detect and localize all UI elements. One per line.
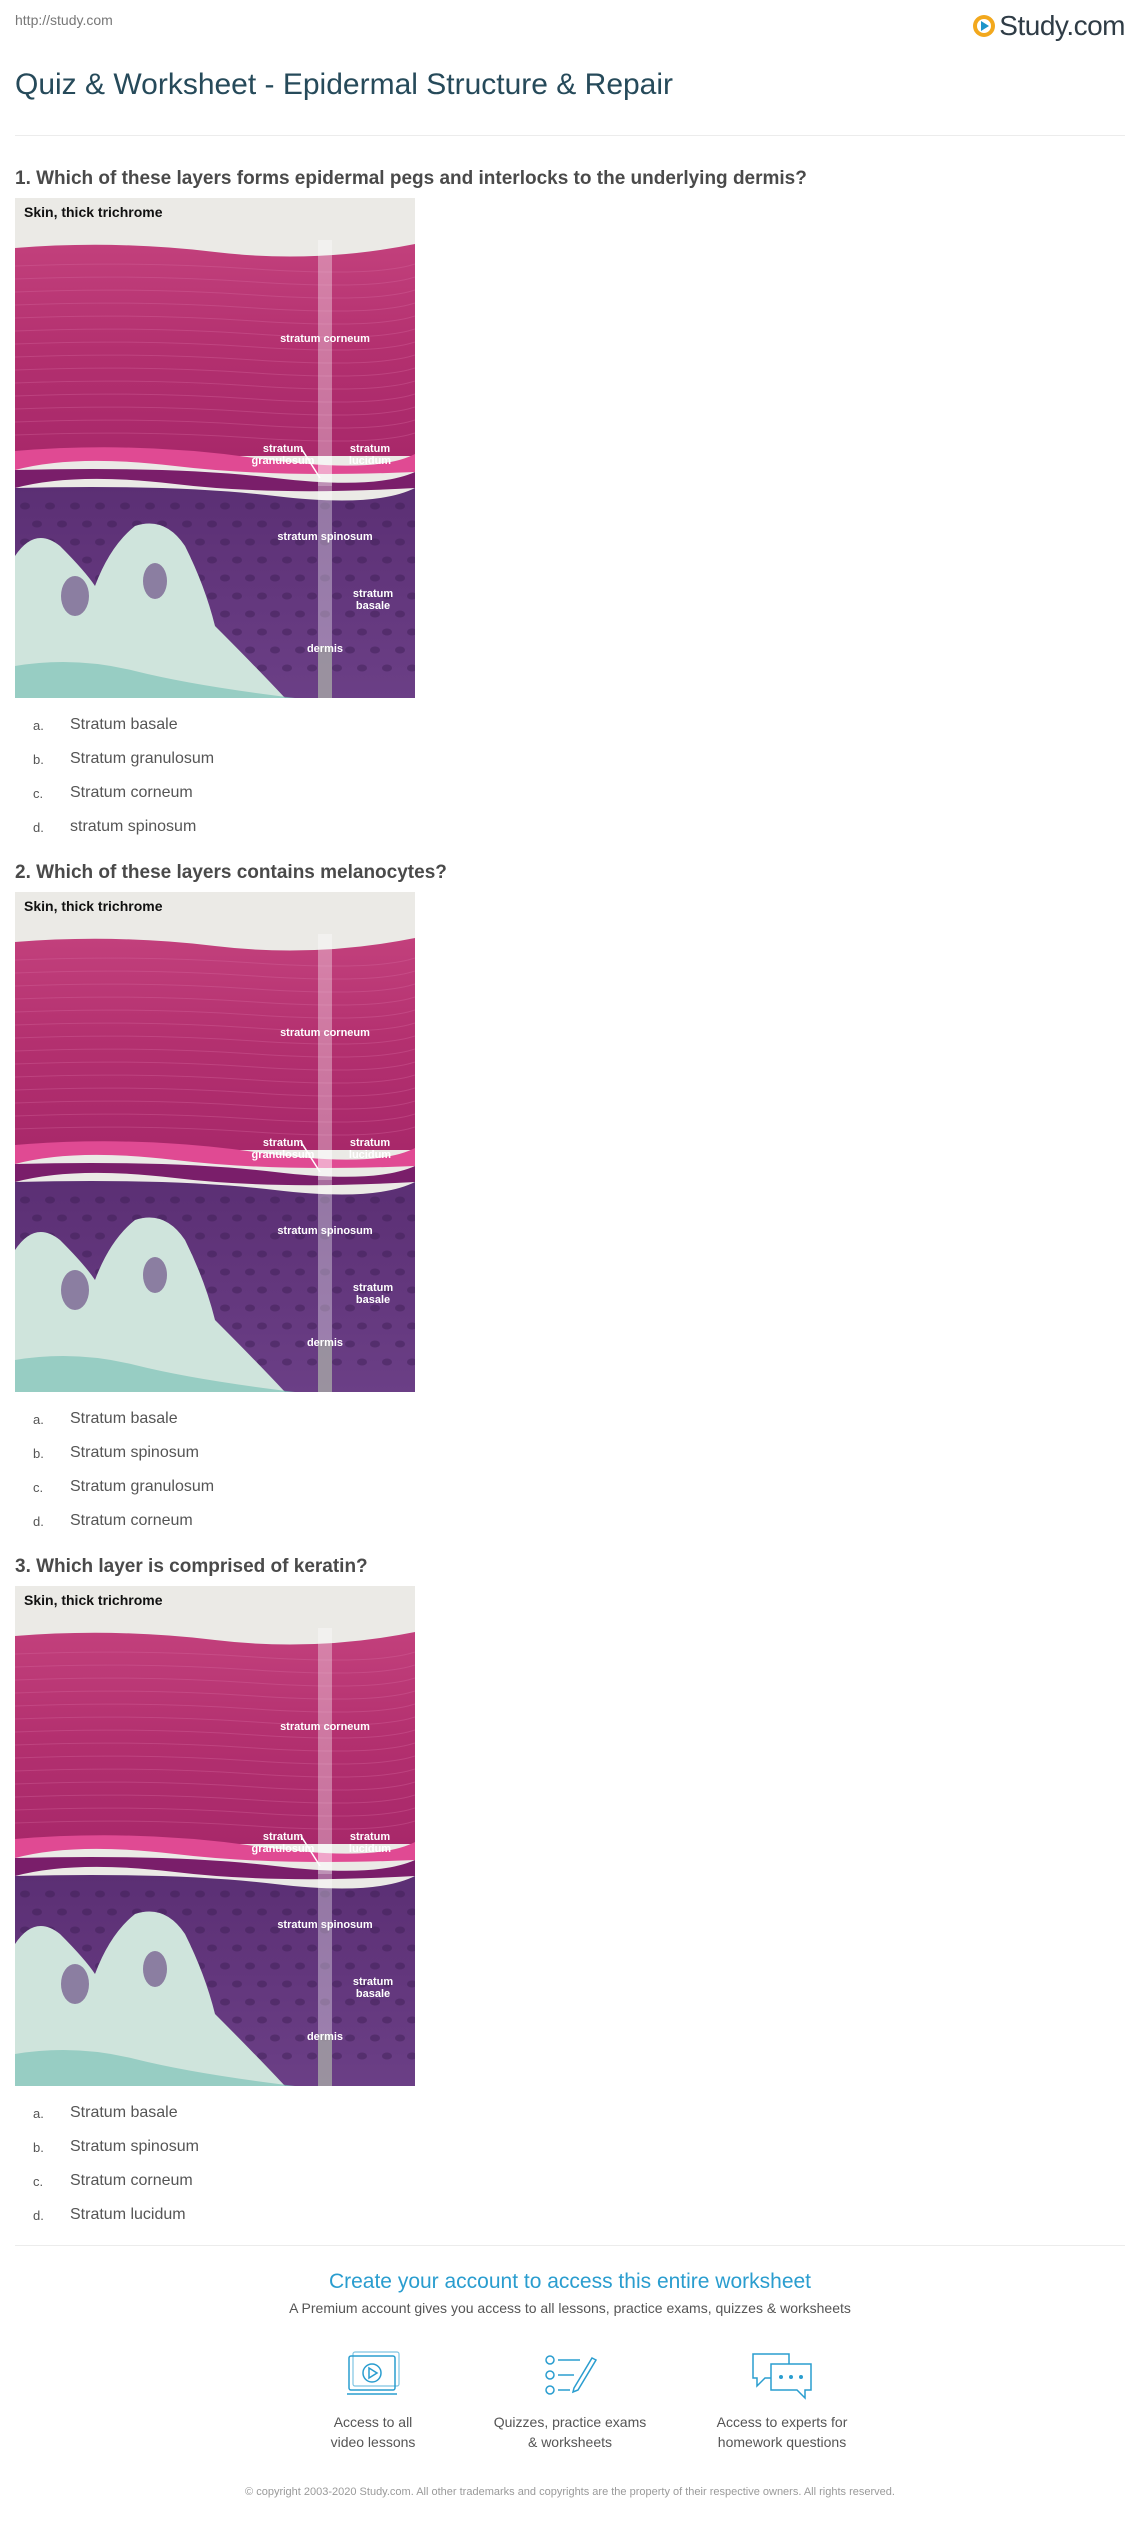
answer-letter: b. xyxy=(33,1445,44,1461)
answer-letter: d. xyxy=(33,1513,44,1529)
label-stratum-granulosum: stratum xyxy=(262,443,304,455)
answer-text: Stratum corneum xyxy=(70,1512,193,1529)
label-dermis: dermis xyxy=(306,1337,344,1349)
label-stratum-corneum: stratum corneum xyxy=(280,1027,370,1039)
answer-option[interactable] xyxy=(15,742,1125,776)
divider xyxy=(15,135,1125,136)
question-3 xyxy=(15,1556,1125,2232)
divider xyxy=(15,2245,1125,2246)
question-figure xyxy=(15,1586,415,2086)
label-stratum-granulosum: stratum xyxy=(262,1137,304,1149)
answer-option[interactable] xyxy=(15,2130,1125,2164)
label-stratum-lucidum: stratum xyxy=(349,443,391,455)
answer-text: Stratum granulosum xyxy=(70,750,215,767)
answer-option[interactable] xyxy=(15,2164,1125,2198)
label-stratum-lucidum: stratum xyxy=(349,1831,391,1843)
answer-letter: c. xyxy=(33,2173,44,2189)
label-stratum-spinosum: stratum spinosum xyxy=(277,1919,373,1931)
quiz-checklist-icon xyxy=(540,2350,600,2402)
feature-label: Quizzes, practice exams & worksheets xyxy=(493,2414,647,2450)
label-stratum-corneum: stratum corneum xyxy=(280,333,370,345)
tissue-micrograph xyxy=(15,226,415,698)
label-stratum-lucidum: lucidum xyxy=(348,1149,392,1161)
answer-letter: b. xyxy=(33,751,44,767)
cta-section xyxy=(0,2270,1140,2316)
label-stratum-granulosum: granulosum xyxy=(251,1843,315,1855)
label-stratum-basale: stratum xyxy=(352,588,394,600)
question-text: 2. Which of these layers contains melanocytes? xyxy=(15,862,447,883)
label-stratum-lucidum: stratum xyxy=(349,1137,391,1149)
answer-letter: d. xyxy=(33,2207,44,2223)
feature-experts xyxy=(682,2350,882,2452)
answer-text: Stratum corneum xyxy=(70,2172,193,2189)
answer-letter: b. xyxy=(33,2139,44,2155)
label-stratum-basale: basale xyxy=(355,1988,391,2000)
answer-text: Stratum spinosum xyxy=(70,2138,199,2155)
label-stratum-granulosum: granulosum xyxy=(251,455,315,467)
question-1 xyxy=(15,168,1125,844)
answer-text: Stratum spinosum xyxy=(70,1444,199,1461)
label-stratum-granulosum: stratum xyxy=(262,1831,304,1843)
label-stratum-basale: stratum xyxy=(352,1282,394,1294)
answer-list xyxy=(15,2096,1125,2232)
feature-video-lessons xyxy=(273,2350,473,2452)
question-figure xyxy=(15,198,415,698)
page-title: Quiz & Worksheet - Epidermal Structure & Repair xyxy=(15,68,674,101)
answer-text: Stratum granulosum xyxy=(70,1478,215,1495)
chat-bubble-icon xyxy=(749,2350,815,2402)
play-circle-icon xyxy=(973,15,995,37)
feature-quizzes xyxy=(470,2350,670,2452)
video-lesson-icon xyxy=(343,2350,403,2402)
logo-text: Study.com xyxy=(999,10,1125,41)
study-logo[interactable] xyxy=(973,10,1125,42)
answer-text: stratum spinosum xyxy=(70,818,197,835)
answer-text: Stratum basale xyxy=(70,2104,178,2121)
answer-list xyxy=(15,1402,1125,1538)
figure-title: Skin, thick trichrome xyxy=(24,1592,163,1608)
answer-letter: c. xyxy=(33,785,44,801)
label-stratum-lucidum: lucidum xyxy=(348,455,392,467)
page-url[interactable]: http://study.com xyxy=(15,12,113,28)
answer-option[interactable] xyxy=(15,1436,1125,1470)
tissue-micrograph xyxy=(15,1614,415,2086)
label-dermis: dermis xyxy=(306,643,344,655)
answer-option[interactable] xyxy=(15,2198,1125,2232)
answer-option[interactable] xyxy=(15,2096,1125,2130)
label-stratum-basale: stratum xyxy=(352,1976,394,1988)
question-text: 3. Which layer is comprised of keratin? xyxy=(15,1556,368,1577)
answer-letter: a. xyxy=(33,717,44,733)
label-stratum-spinosum: stratum spinosum xyxy=(277,531,373,543)
answer-letter: a. xyxy=(33,1411,44,1427)
figure-title: Skin, thick trichrome xyxy=(24,204,163,220)
question-2 xyxy=(15,862,1125,1538)
cta-subtitle: A Premium account gives you access to all lessons, practice exams, quizzes & worksheets xyxy=(289,2300,851,2316)
answer-text: Stratum basale xyxy=(70,1410,178,1427)
answer-option[interactable] xyxy=(15,776,1125,810)
answer-letter: c. xyxy=(33,1479,44,1495)
answer-option[interactable] xyxy=(15,708,1125,742)
answer-letter: d. xyxy=(33,819,44,835)
label-stratum-basale: basale xyxy=(355,600,391,612)
question-text: 1. Which of these layers forms epidermal pegs and interlocks to the underlying dermis? xyxy=(15,168,807,189)
feature-label: Access to all video lessons xyxy=(330,2414,416,2450)
label-stratum-granulosum: granulosum xyxy=(251,1149,315,1161)
cta-title[interactable]: Create your account to access this entire worksheet xyxy=(328,2270,812,2293)
label-dermis: dermis xyxy=(306,2031,344,2043)
tissue-micrograph xyxy=(15,920,415,1392)
label-stratum-corneum: stratum corneum xyxy=(280,1721,370,1733)
feature-label: Access to experts for homework questions xyxy=(716,2414,848,2450)
figure-title: Skin, thick trichrome xyxy=(24,898,163,914)
top-bar xyxy=(15,10,1125,40)
label-stratum-basale: basale xyxy=(355,1294,391,1306)
answer-option[interactable] xyxy=(15,1402,1125,1436)
answer-option[interactable] xyxy=(15,1470,1125,1504)
label-stratum-lucidum: lucidum xyxy=(348,1843,392,1855)
answer-list xyxy=(15,708,1125,844)
answer-option[interactable] xyxy=(15,810,1125,844)
answer-text: Stratum corneum xyxy=(70,784,193,801)
answer-text: Stratum basale xyxy=(70,716,178,733)
answer-option[interactable] xyxy=(15,1504,1125,1538)
label-stratum-spinosum: stratum spinosum xyxy=(277,1225,373,1237)
answer-letter: a. xyxy=(33,2105,44,2121)
question-figure xyxy=(15,892,415,1392)
copyright-footer: © copyright 2003-2020 Study.com. All other trademarks and copyrights are the property of their respective owners. All rights reserved. xyxy=(245,2486,895,2498)
answer-text: Stratum lucidum xyxy=(70,2206,186,2223)
